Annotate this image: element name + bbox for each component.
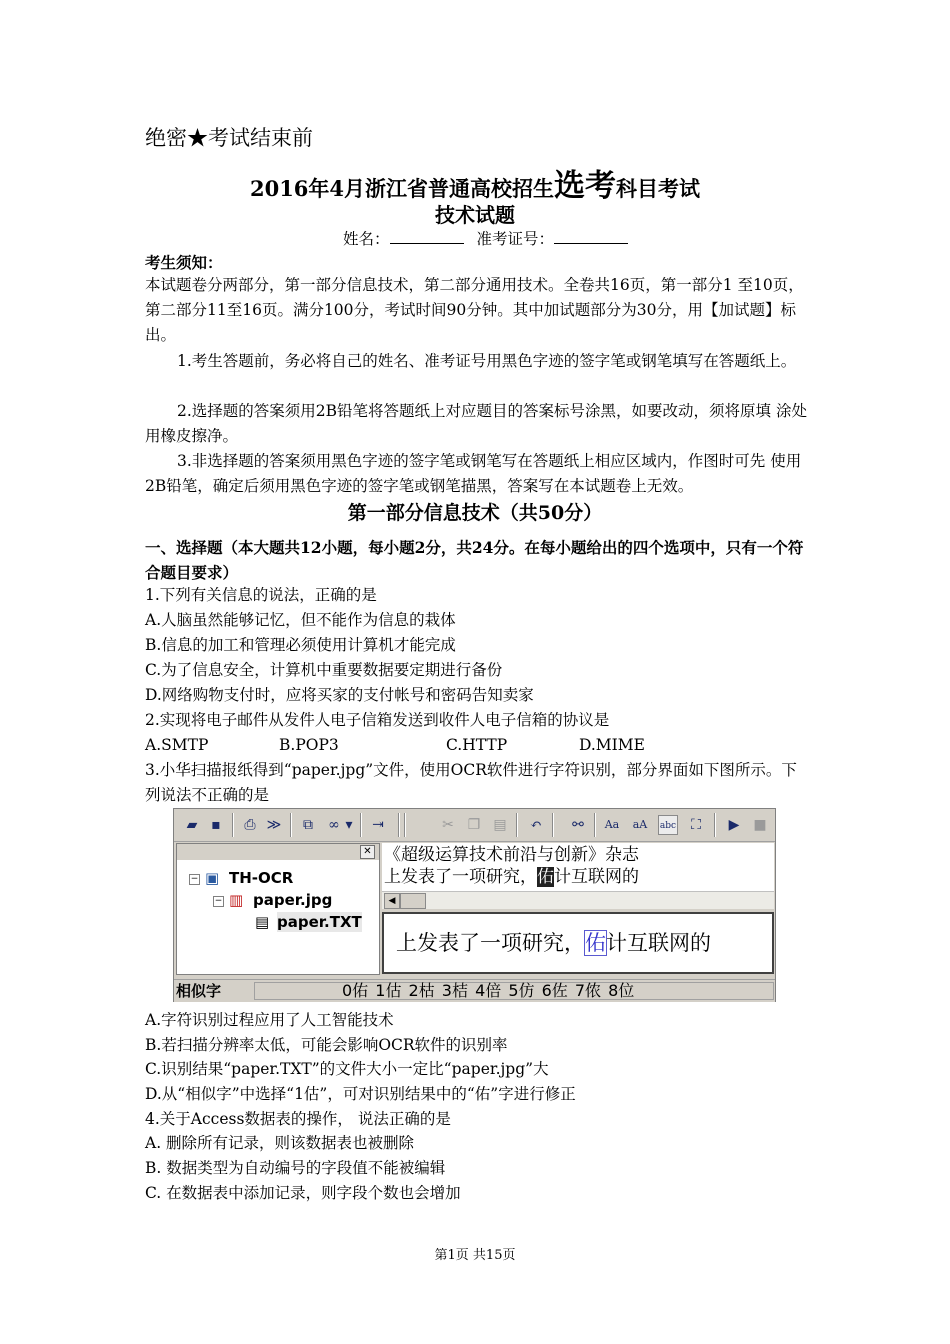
copy-icon[interactable]: ❐ <box>467 817 481 833</box>
notice-intro: 本试题卷分两部分，第一部分信息技术，第二部分通用技术。全卷共16页，第一部分1 至10页，第二部分11至16页。满分100分，考试时间90分钟。其中加试题部分为30分，用【加试题】标出。 <box>145 276 804 344</box>
result-line-post: 计互联网的 <box>606 931 711 955</box>
stop-icon[interactable]: ■ <box>753 817 767 833</box>
toolbar-separator <box>360 813 362 837</box>
q2-stem: 2.实现将电子邮件从发件人电子信箱发送到收件人电子信箱的协议是 <box>145 711 610 729</box>
q1-option-c: C.为了信息安全，计算机中重要数据要定期进行备份 <box>145 661 503 679</box>
recognition-result-view[interactable] <box>382 912 774 974</box>
ocr-software-figure <box>173 808 776 1002</box>
q4-option-c: C. 在数据表中添加记录，则字段个数也会增加 <box>145 1184 461 1202</box>
q4-option-a: A. 删除所有记录，则该数据表也被删除 <box>145 1134 415 1152</box>
toolbar-separator <box>552 813 554 837</box>
print-icon[interactable]: ⎙ <box>244 817 256 833</box>
tree-panel-header <box>177 844 379 860</box>
image-line-2-pre: 上发表了一项研究， <box>384 867 537 887</box>
notice-item-1: 1.考生答题前，务必将自己的姓名、准考证号用黑色字迹的签字笔或钢笔填写在答题纸上。 <box>177 352 797 370</box>
q1-option-b: B.信息的加工和管理必须使用计算机才能完成 <box>145 636 456 654</box>
tree-item-image[interactable]: paper.jpg <box>253 891 333 909</box>
similar-label: 相似字 <box>176 982 222 1000</box>
q2-option-c: C.HTTP <box>446 736 508 754</box>
open-folder-icon[interactable]: ▰ <box>186 817 198 833</box>
cut-icon[interactable]: ✂ <box>442 817 454 833</box>
similar-values[interactable]: 0佑 1估 2枯 3桔 4倍 5仿 6佐 7侬 8位 <box>342 981 635 1000</box>
abc-icon[interactable]: abc <box>658 815 678 835</box>
image-highlight-char: 佑 <box>537 867 554 887</box>
print-preview-icon[interactable]: ≫ <box>266 817 282 833</box>
ocr-toolbar <box>174 809 775 842</box>
save-icon[interactable]: ▪ <box>211 817 221 833</box>
letters-a-icon[interactable]: Aa <box>604 818 620 831</box>
undo-icon[interactable]: ↶ <box>530 817 542 833</box>
toolbar-separator <box>516 813 518 837</box>
recognize-icon[interactable]: ⇥ <box>372 817 384 833</box>
image-file-icon: ▥ <box>229 891 244 909</box>
image-line-2 <box>384 867 639 887</box>
original-image-view <box>382 843 774 891</box>
q2-option-b: B.POP3 <box>279 736 339 754</box>
q1-option-a: A.人脑虽然能够记忆，但不能作为信息的栽体 <box>145 611 456 629</box>
q3-option-a: A.字符识别过程应用了人工智能技术 <box>145 1011 394 1029</box>
q3-option-b: B.若扫描分辨率太低，可能会影响OCR软件的识别率 <box>145 1036 508 1054</box>
text-file-icon: ▤ <box>255 913 270 931</box>
toolbar-separator <box>232 813 234 837</box>
title-pre: 2016年4月浙江省普通高校招生 <box>249 176 555 201</box>
play-icon[interactable]: ▶ <box>728 817 740 833</box>
letters-a-alt-icon[interactable]: aA <box>632 818 648 831</box>
part-title: 第一部分信息技术（共50分） <box>347 502 603 524</box>
close-icon[interactable]: ✕ <box>360 845 375 859</box>
name-field[interactable] <box>390 229 464 244</box>
toolbar-separator <box>594 813 596 837</box>
scroll-left-icon[interactable]: ◀ <box>384 893 400 909</box>
scroll-thumb[interactable] <box>400 893 426 909</box>
id-field[interactable] <box>554 229 628 244</box>
horizontal-scrollbar[interactable] <box>382 891 774 909</box>
q1-stem: 1.下列有关信息的说法，正确的是 <box>145 586 377 604</box>
notice-item-3: 3.非选择题的答案须用黑色字迹的签字笔或钢笔写在答题纸上相应区域内，作图时可先 使用2B铅笔，确定后须用黑色字迹的签字笔或钢笔描黑，答案写在本试题卷上无效。 <box>145 452 802 495</box>
glasses-icon[interactable]: ∞ <box>328 817 340 833</box>
q3-option-d: D.从“相似字”中选择“1估”，可对识别结果中的“佑”字进行修正 <box>145 1085 576 1103</box>
layout-icon[interactable]: ⧉ <box>303 817 313 833</box>
book-icon: ▣ <box>205 869 220 887</box>
toolbar-separator <box>714 813 716 837</box>
q3-stem: 3.小华扫描报纸得到“paper.jpg”文件，使用OCR软件进行字符识别，部分界面如下图所示。下列说法不正确的是 <box>145 761 797 804</box>
toolbar-separator <box>398 813 400 837</box>
q4-option-b: B. 数据类型为自动编号的字段值不能被编辑 <box>145 1159 446 1177</box>
image-line-2-post: 计互联网的 <box>554 867 639 887</box>
q2-option-a: A.SMTP <box>145 736 209 754</box>
tree-item-text[interactable]: paper.TXT <box>277 913 362 931</box>
q3-option-c: C.识别结果“paper.TXT”的文件大小一定比“paper.jpg”大 <box>145 1060 549 1078</box>
similar-chars-bar <box>174 979 775 1002</box>
page-footer: 第1页 共15页 <box>434 1248 516 1263</box>
file-tree-panel <box>176 843 380 975</box>
q4-stem: 4.关于Access数据表的操作， 说法正确的是 <box>145 1110 451 1128</box>
fullscreen-icon[interactable]: ⛶ <box>691 817 701 833</box>
name-label: 姓名： <box>343 230 390 248</box>
image-line-1: 《超级运算技术前沿与创新》杂志 <box>384 845 639 865</box>
result-line <box>396 930 711 956</box>
paste-icon[interactable]: ▤ <box>493 817 507 833</box>
collapse-icon[interactable]: − <box>190 874 199 884</box>
toolbar-separator <box>290 813 292 837</box>
title-emphasis: 选考 <box>554 168 617 204</box>
collapse-icon[interactable]: − <box>214 896 223 906</box>
notice-heading: 考生须知： <box>145 253 223 272</box>
candidate-info-row <box>343 227 636 249</box>
id-label: 准考证号： <box>476 230 554 248</box>
toolbar-separator <box>404 813 406 837</box>
q2-option-d: D.MIME <box>579 736 645 754</box>
find-binoculars-icon[interactable]: ⚯ <box>572 817 584 833</box>
title-post: 科目考试 <box>616 176 701 201</box>
q1-option-d: D.网络购物支付时，应将买家的支付帐号和密码告知卖家 <box>145 686 534 704</box>
section-heading: 一、选择题（本大题共12小题，每小题2分，共24分。在每小题给出的四个选项中，只有一个符合题目要求） <box>145 538 804 582</box>
confidential-mark: 绝密★考试结束前 <box>145 126 313 150</box>
notice-item-2: 2.选择题的答案须用2B铅笔将答题纸上对应题目的答案标号涂黑，如要改动，须将原填 涂处用橡皮擦净。 <box>145 402 807 445</box>
tree-root[interactable]: TH-OCR <box>229 869 294 887</box>
dropdown-arrow-icon[interactable]: ▾ <box>345 817 353 833</box>
result-highlight-char[interactable]: 佑 <box>585 931 606 955</box>
result-line-pre: 上发表了一项研究， <box>396 931 585 955</box>
subject-title: 技术试题 <box>435 203 515 227</box>
